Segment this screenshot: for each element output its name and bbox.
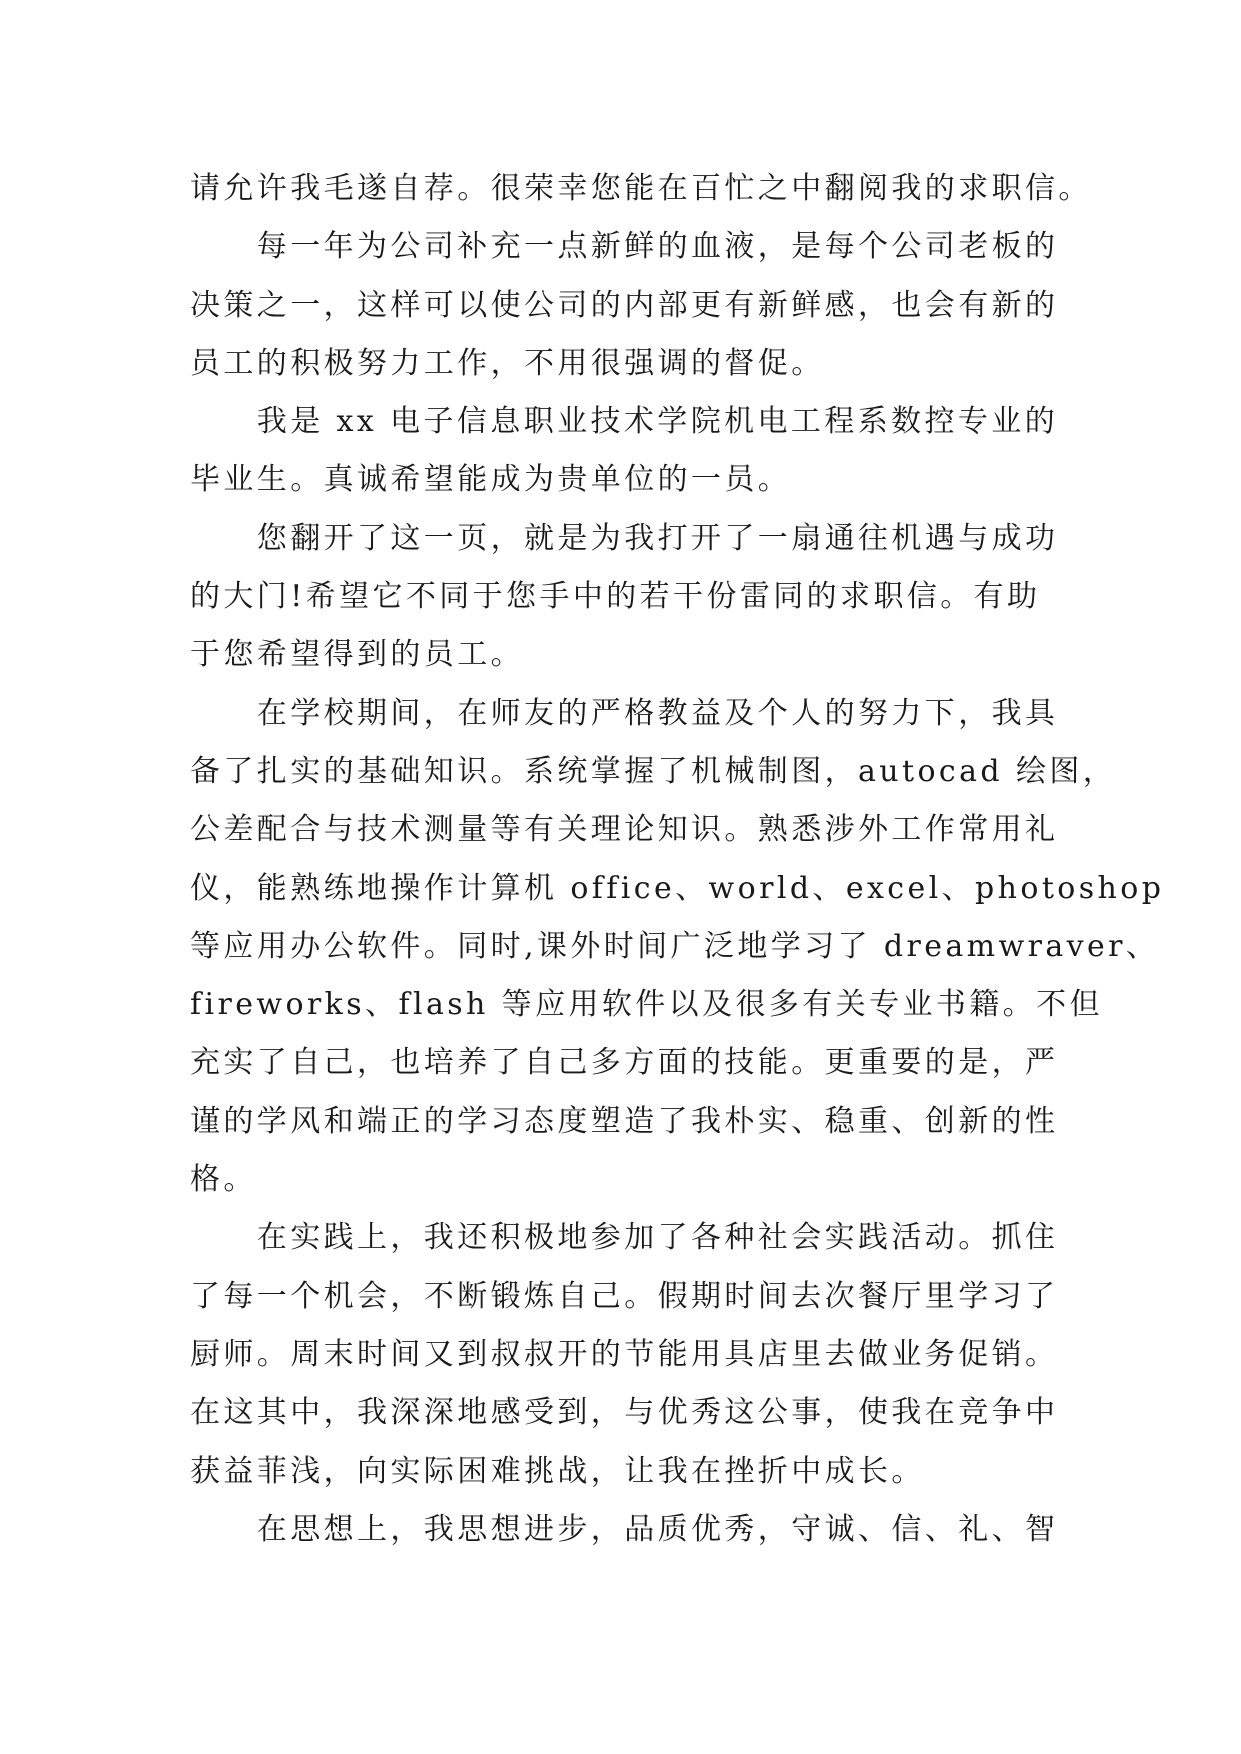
text-line: 员工的积极努力工作，不用很强调的督促。 (190, 345, 825, 381)
text-line: 您翻开了这一页，就是为我打开了一扇通往机遇与成功 (190, 520, 1059, 556)
text-line: 于您希望得到的员工。 (190, 637, 524, 673)
text-line: 等应用办公软件。同时,课外时间广泛地学习了 dreamwraver、 (190, 928, 1160, 964)
text-line: 厨师。周末时间又到叔叔开的节能用具店里去做业务促销。 (190, 1336, 1059, 1372)
text-line: 每一年为公司补充一点新鲜的血液，是每个公司老板的 (190, 229, 1059, 265)
text-line: 我是 xx 电子信息职业技术学院机电工程系数控专业的 (190, 404, 1059, 440)
text-line: 毕业生。真诚希望能成为贵单位的一员。 (190, 462, 792, 498)
text-line: 在思想上，我思想进步，品质优秀，守诚、信、礼、智 (190, 1511, 1059, 1547)
text-line: fireworks、flash 等应用软件以及很多有关专业书籍。不但 (190, 987, 1103, 1023)
text-line: 格。 (190, 1162, 257, 1198)
text-line: 在这其中，我深深地感受到，与优秀这公事，使我在竞争中 (190, 1395, 1059, 1431)
text-line: 在实践上，我还积极地参加了各种社会实践活动。抓住 (190, 1220, 1059, 1256)
text-line: 的大门!希望它不同于您手中的若干份雷同的求职信。有助 (190, 579, 1041, 615)
text-line: 备了扎实的基础知识。系统掌握了机械制图，autocad 绘图， (190, 753, 1117, 789)
text-line: 决策之一，这样可以使公司的内部更有新鲜感，也会有新的 (190, 287, 1059, 323)
text-line: 公差配合与技术测量等有关理论知识。熟悉涉外工作常用礼 (190, 812, 1059, 848)
text-line: 谨的学风和端正的学习态度塑造了我朴实、稳重、创新的性 (190, 1103, 1059, 1139)
text-line: 在学校期间，在师友的严格教益及个人的努力下，我具 (190, 695, 1059, 731)
letter-body (190, 160, 1165, 1559)
text-line: 仪，能熟练地操作计算机 office、world、excel、photoshop (190, 870, 1165, 906)
text-line: 充实了自己，也培养了自己多方面的技能。更重要的是，严 (190, 1045, 1059, 1081)
text-line: 请允许我毛遂自荐。很荣幸您能在百忙之中翻阅我的求职信。 (190, 171, 1092, 206)
text-line: 获益菲浅，向实际困难挑战，让我在挫折中成长。 (190, 1453, 925, 1489)
text-line: 了每一个机会，不断锻炼自己。假期时间去次餐厅里学习了 (190, 1278, 1059, 1314)
